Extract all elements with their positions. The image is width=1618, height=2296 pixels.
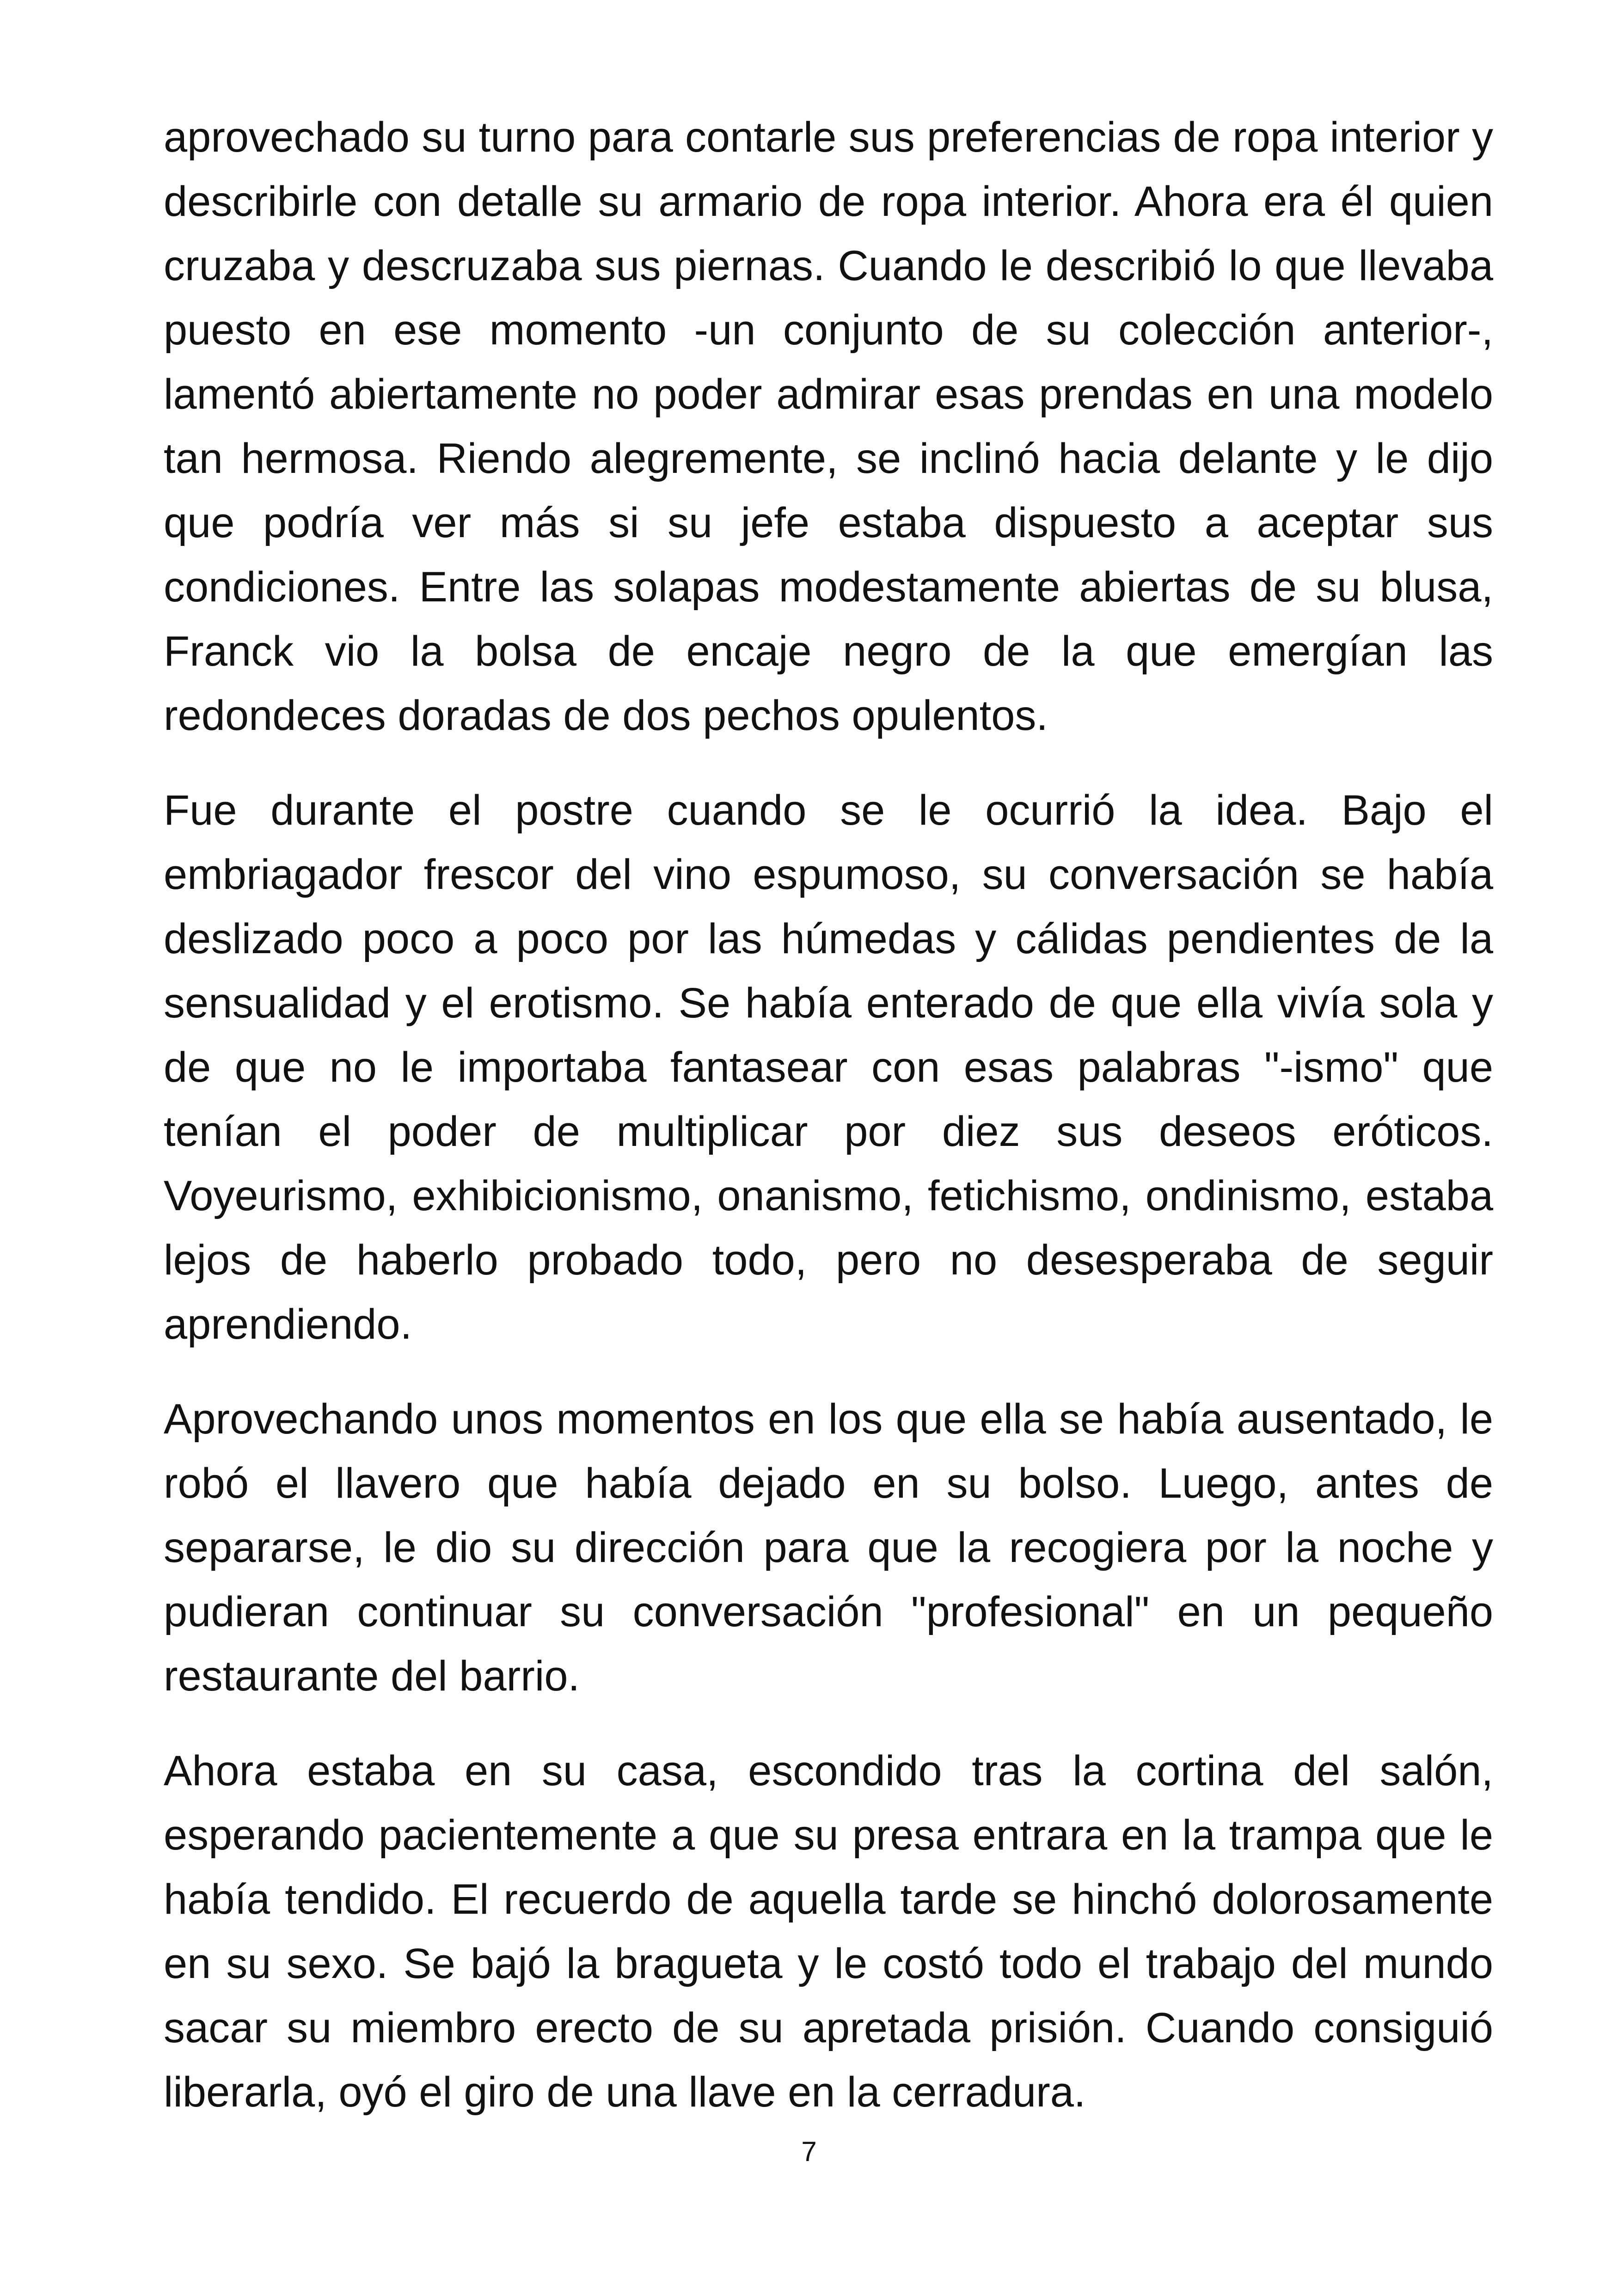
paragraph-4: Ahora estaba en su casa, escondido tras la cortina del salón, esperando pacientemente a que su presa entrara en la trampa que le había tendido. El recuerdo de aquella tarde se hinchó dolorosamente en su sexo. Se bajó la bragueta y le costó todo el trabajo del mundo sacar su miembro erecto de su apretada prisión. Cuando consiguió liberarla, oyó el giro de una llave en la cerradura. (164, 1747, 1493, 2116)
paragraph-1: aprovechado su turno para contarle sus preferencias de ropa interior y describirle con detalle su armario de ropa interior. Ahora era él quien cruzaba y descruzaba sus piernas. Cuando le describió lo que llevaba puesto en ese momento -un conjunto de su colección anterior-, lamentó abiertamente no poder admirar esas prendas en una modelo tan hermosa. Riendo alegremente, se inclinó hacia delante y le dijo que podría ver más si su jefe estaba dispuesto a aceptar sus condiciones. Entre las solapas modestamente abiertas de su blusa, Franck vio la bolsa de encaje negro de la que emergían las redondeces doradas de dos pechos opulentos. (164, 114, 1493, 739)
page-number: 7 (801, 2136, 817, 2167)
paragraph-3: Aprovechando unos momentos en los que ella se había ausentado, le robó el llavero que había dejado en su bolso. Luego, antes de separarse, le dio su dirección para que la recogiera por la noche y pudieran continuar su conversación "profesional" en un pequeño restaurante del barrio. (164, 1396, 1493, 1700)
paragraph-2: Fue durante el postre cuando se le ocurrió la idea. Bajo el embriagador frescor del vino espumoso, su conversación se había deslizado poco a poco por las húmedas y cálidas pendientes de la sensualidad y el erotismo. Se había enterado de que ella vivía sola y de que no le importaba fantasear con esas palabras "-ismo" que tenían el poder de multiplicar por diez sus deseos eróticos. Voyeurismo, exhibicionismo, onanismo, fetichismo, ondinismo, estaba lejos de haberlo probado todo, pero no desesperaba de seguir aprendiendo. (164, 787, 1493, 1348)
body-text (164, 105, 1493, 2125)
